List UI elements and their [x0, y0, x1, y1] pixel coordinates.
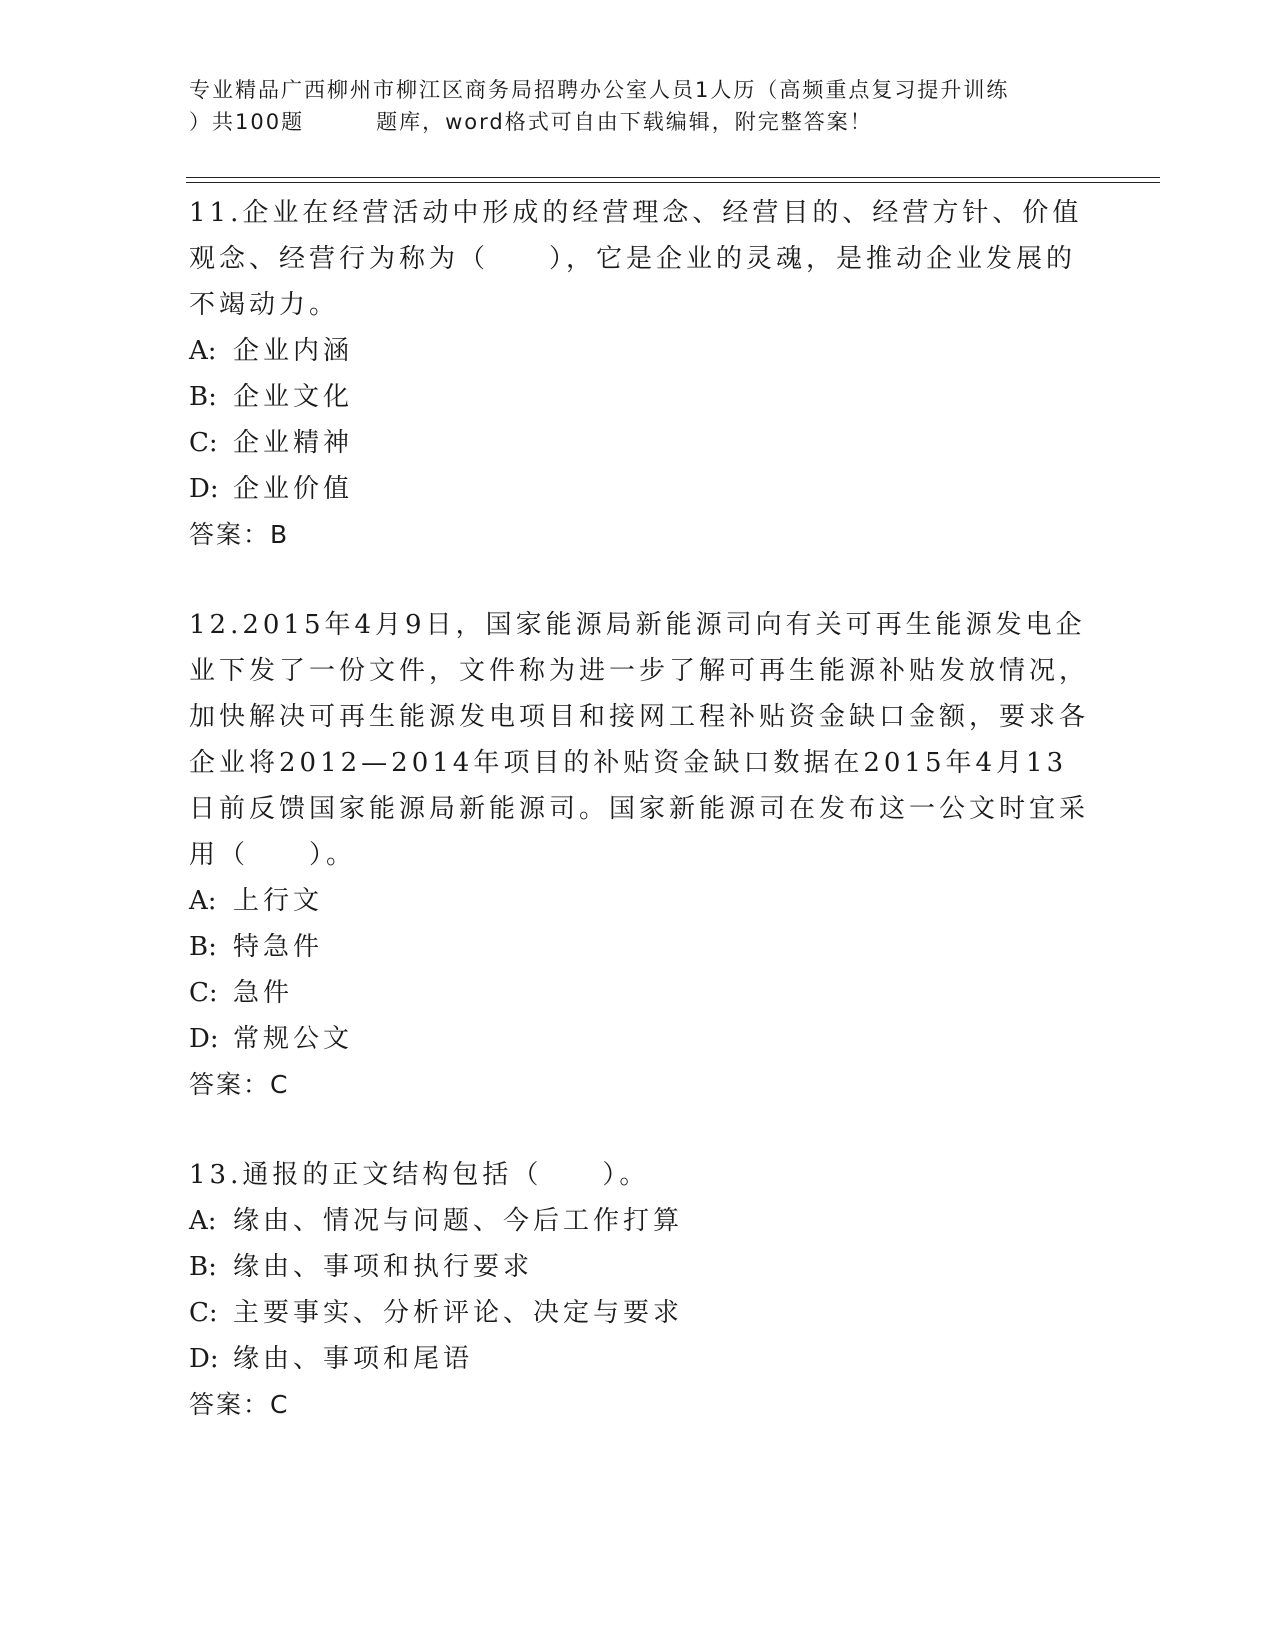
document-header — [189, 74, 1089, 138]
header-question-count: ）共100题 — [189, 110, 305, 134]
option-a — [189, 878, 1089, 924]
option-b — [189, 924, 1089, 970]
option-a — [189, 328, 1089, 374]
option-letter: A: — [189, 1206, 217, 1236]
option-d — [189, 1336, 1089, 1382]
option-text: 缘由、事项和尾语 — [233, 1344, 474, 1374]
question-13 — [189, 1152, 1089, 1428]
option-text: 企业精神 — [233, 428, 354, 458]
option-d — [189, 466, 1089, 512]
option-letter: D: — [189, 1344, 219, 1374]
question-list — [189, 190, 1089, 1428]
option-letter: C: — [189, 978, 218, 1008]
option-text: 特急件 — [233, 932, 324, 962]
option-text: 常规公文 — [233, 1024, 354, 1054]
option-a — [189, 1198, 1089, 1244]
header-title-line-1: 专业精品广西柳州市柳江区商务局招聘办公室人员1人历（高频重点复习提升训练 — [189, 78, 1010, 102]
option-text: 急件 — [233, 978, 294, 1008]
answer-label: 答案：C — [189, 1070, 290, 1099]
option-letter: B: — [189, 382, 217, 412]
option-b — [189, 1244, 1089, 1290]
option-letter: C: — [189, 1298, 218, 1328]
option-b — [189, 374, 1089, 420]
header-subtitle: 题库，word格式可自由下载编辑，附完整答案！ — [376, 110, 873, 134]
option-text: 企业文化 — [233, 382, 354, 412]
question-spacer — [189, 558, 1089, 602]
header-divider-top — [186, 177, 1160, 178]
question-12 — [189, 602, 1089, 1108]
option-c — [189, 970, 1089, 1016]
option-letter: B: — [189, 1252, 217, 1282]
option-letter: D: — [189, 1024, 219, 1054]
option-letter: A: — [189, 336, 217, 366]
question-11 — [189, 190, 1089, 558]
option-c — [189, 420, 1089, 466]
option-text: 缘由、情况与问题、今后工作打算 — [233, 1206, 684, 1236]
option-d — [189, 1016, 1089, 1062]
option-letter: D: — [189, 474, 219, 504]
question-stem: 12.2015年4月9日，国家能源局新能源司向有关可再生能源发电企业下发了一份文件，文件称为进一步了解可再生能源补贴发放情况，加快解决可再生能源发电项目和接网工程补贴资金缺口金额，要求各企业将2012—2014年项目的补贴资金缺口数据在2015年4月13日前反馈国家能源局新能源司。国家新能源司在发布这一公文时宜采用（ ）。 — [189, 610, 1090, 870]
option-text: 缘由、事项和执行要求 — [233, 1252, 534, 1282]
option-letter: B: — [189, 932, 217, 962]
option-text: 上行文 — [233, 886, 324, 916]
option-c — [189, 1290, 1089, 1336]
question-spacer — [189, 1108, 1089, 1152]
option-text: 企业价值 — [233, 474, 354, 504]
question-stem: 13.通报的正文结构包括（ ）。 — [189, 1160, 650, 1190]
option-letter: C: — [189, 428, 218, 458]
option-text: 企业内涵 — [233, 336, 354, 366]
answer-label: 答案：B — [189, 520, 290, 549]
question-stem: 11.企业在经营活动中形成的经营理念、经营目的、经营方针、价值观念、经营行为称为（ ），它是企业的灵魂，是推动企业发展的不竭动力。 — [189, 198, 1083, 320]
header-divider-bottom — [186, 182, 1160, 183]
answer-label: 答案：C — [189, 1390, 290, 1419]
option-text: 主要事实、分析评论、决定与要求 — [233, 1298, 684, 1328]
option-letter: A: — [189, 886, 217, 916]
header-title-line-2 — [189, 106, 1089, 138]
